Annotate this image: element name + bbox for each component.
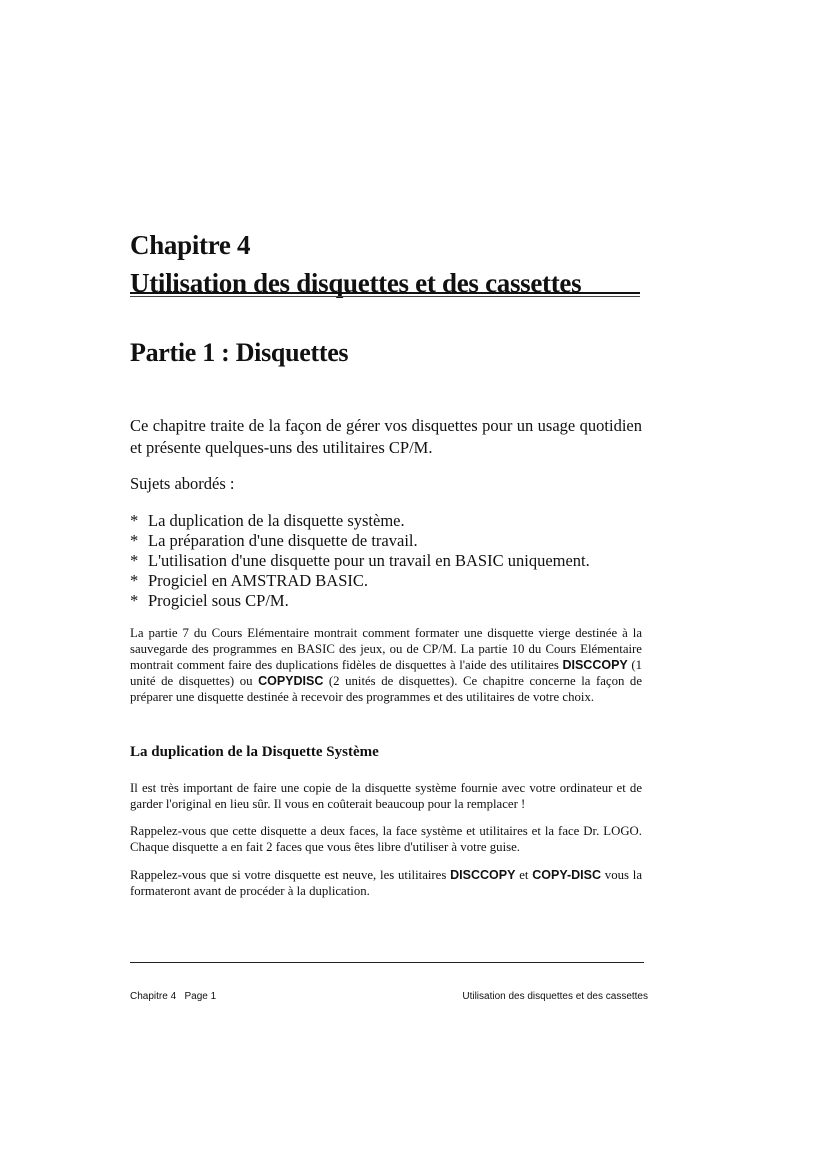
chapter-number: Chapitre 4 bbox=[130, 230, 251, 260]
topic-text: Progiciel en AMSTRAD BASIC. bbox=[148, 571, 369, 590]
keyword-copydisc: COPYDISC bbox=[258, 674, 324, 688]
topic-text: L'utilisation d'une disquette pour un travail en BASIC uniquement. bbox=[148, 551, 590, 570]
chapter-rule bbox=[130, 292, 640, 294]
bullet-icon: * bbox=[130, 571, 139, 590]
topic-text: La préparation d'une disquette de travail. bbox=[148, 531, 418, 550]
bullet-icon: * bbox=[130, 591, 139, 610]
list-item bbox=[130, 531, 590, 551]
text-run: Rappelez-vous que si votre disquette est neuve, les utilitaires bbox=[130, 868, 451, 882]
footer-page-label: Chapitre 4 Page 1 bbox=[130, 991, 217, 1002]
topic-text: Progiciel sous CP/M. bbox=[148, 591, 289, 610]
bullet-icon: * bbox=[130, 531, 139, 550]
list-item bbox=[130, 511, 590, 531]
important-paragraph: Il est très important de faire une copie de la disquette système fournie avec votre ordinateur et de garder l'original en lieu sûr. Il vous en coûterait beaucoup pour la remplacer ! bbox=[130, 781, 642, 811]
footer-rule bbox=[130, 962, 644, 963]
text-run: (2 unités de disquettes). Ce chapitre concerne la façon de préparer une disquette destinée à recevoir des programmes et des utilitaires de votre choix. bbox=[130, 674, 643, 704]
text-run: vous la formateront avant de procéder à la duplication. bbox=[130, 868, 642, 898]
section-title: La duplication de la Disquette Système bbox=[130, 744, 379, 760]
faces-paragraph: Rappelez-vous que cette disquette a deux faces, la face système et utilitaires et la face Dr. LOGO. Chaque disquette a en fait 2 faces que vous êtes libre d'utiliser à votre guise. bbox=[130, 824, 642, 854]
chapter-heading bbox=[130, 226, 650, 302]
bullet-icon: * bbox=[130, 551, 139, 570]
list-item bbox=[130, 551, 590, 571]
text-run: et bbox=[515, 868, 533, 882]
bullet-icon: * bbox=[130, 511, 139, 530]
topics-list bbox=[130, 511, 590, 611]
text-run: La partie 7 du Cours Elémentaire montrait comment formater une disquette vierge destinée à la sauvegarde des programmes en BASIC des jeux, ou de CP/M. La partie 10 du Cours Elémentaire montrait comment faire des duplications fidèles de disquettes à l'aide des utilitaires bbox=[130, 626, 642, 672]
chapter-title: Utilisation des disquettes et des cassettes bbox=[130, 268, 582, 298]
part-title: Partie 1 : Disquettes bbox=[130, 338, 349, 367]
format-paragraph bbox=[130, 867, 642, 899]
list-item bbox=[130, 571, 590, 591]
chapter-rule-thin bbox=[130, 296, 640, 297]
keyword-disccopy: DISCCOPY bbox=[450, 868, 516, 882]
intro-paragraph: Ce chapitre traite de la façon de gérer vos disquettes pour un usage quotidien et présente quelques-uns des utilitaires CP/M. bbox=[130, 416, 642, 457]
topic-text: La duplication de la disquette système. bbox=[148, 511, 405, 530]
cours-paragraph bbox=[130, 625, 642, 705]
footer-chapter-title: Utilisation des disquettes et des cassettes bbox=[462, 991, 648, 1002]
keyword-copydisc: COPY-DISC bbox=[532, 868, 602, 882]
topics-label: Sujets abordés : bbox=[130, 474, 235, 493]
text-run: (1 unité de disquettes) ou bbox=[130, 658, 642, 688]
list-item bbox=[130, 591, 590, 611]
keyword-disccopy: DISCCOPY bbox=[562, 658, 628, 672]
